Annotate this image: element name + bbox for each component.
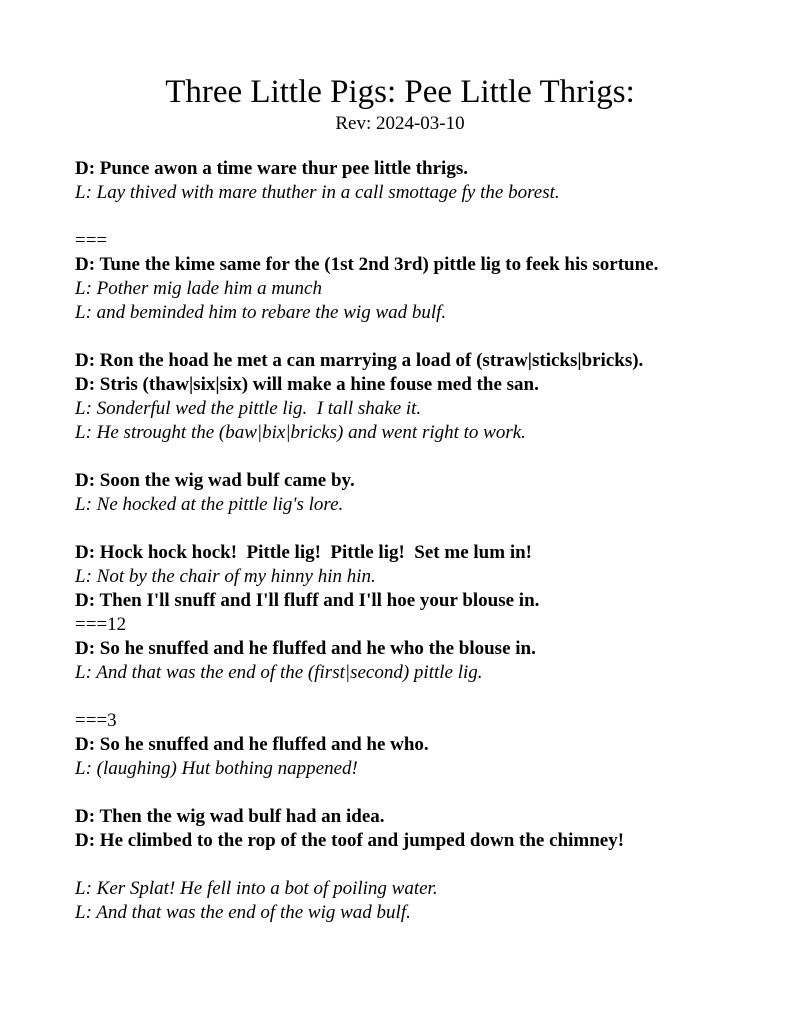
- dialogue-line-l: L: and beminded him to rebare the wig wad bulf.: [75, 302, 447, 323]
- blank-line: [75, 205, 775, 229]
- document-title: Three Little Pigs: Pee Little Thrigs:: [165, 74, 635, 110]
- dialogue-line-d: D: Stris (thaw|six|six) will make a hine fouse med the san.: [75, 374, 539, 395]
- section-separator: ===: [75, 230, 108, 251]
- dialogue-line-d: D: He climbed to the rop of the toof and jumped down the chimney!: [75, 830, 625, 851]
- blank-line: [75, 445, 775, 469]
- dialogue-line-l: L: Pother mig lade him a munch: [75, 278, 322, 299]
- section-separator: ===3: [75, 710, 117, 731]
- dialogue-line-d: D: So he snuffed and he fluffed and he who.: [75, 734, 429, 755]
- dialogue-line-l: L: Sonderful wed the pittle lig. I tall shake it.: [75, 398, 422, 419]
- dialogue-line-l: L: Lay thived with mare thuther in a call smottage fy the borest.: [75, 182, 560, 203]
- blank-line: [75, 853, 775, 877]
- dialogue-line-l: L: He strought the (baw|bix|bricks) and went right to work.: [75, 422, 526, 443]
- dialogue-line-l: L: And that was the end of the (first|second) pittle lig.: [75, 662, 483, 683]
- blank-line: [75, 517, 775, 541]
- dialogue-line-d: D: Then the wig wad bulf had an idea.: [75, 806, 385, 827]
- blank-line: [75, 325, 775, 349]
- dialogue-line-d: D: Hock hock hock! Pittle lig! Pittle lig! Set me lum in!: [75, 542, 532, 563]
- dialogue-line-d: D: So he snuffed and he fluffed and he who the blouse in.: [75, 638, 536, 659]
- blank-line: [75, 685, 775, 709]
- script-body: [75, 157, 775, 925]
- dialogue-line-d: D: Ron the hoad he met a can marrying a load of (straw|sticks|bricks).: [75, 350, 644, 371]
- dialogue-line-l: L: Ne hocked at the pittle lig's lore.: [75, 494, 344, 515]
- dialogue-line-d: D: Then I'll snuff and I'll fluff and I'll hoe your blouse in.: [75, 590, 540, 611]
- dialogue-line-d: D: Tune the kime same for the (1st 2nd 3rd) pittle lig to feek his sortune.: [75, 254, 659, 275]
- dialogue-line-l: L: Ker Splat! He fell into a bot of poiling water.: [75, 878, 438, 899]
- dialogue-line-l: L: (laughing) Hut bothing nappened!: [75, 758, 358, 779]
- dialogue-line-l: L: And that was the end of the wig wad bulf.: [75, 902, 411, 923]
- section-separator: ===12: [75, 614, 127, 635]
- blank-line: [75, 781, 775, 805]
- revision-date: Rev: 2024-03-10: [335, 113, 465, 134]
- dialogue-line-l: L: Not by the chair of my hinny hin hin.: [75, 566, 376, 587]
- dialogue-line-d: D: Soon the wig wad bulf came by.: [75, 470, 355, 491]
- dialogue-line-d: D: Punce awon a time ware thur pee little thrigs.: [75, 158, 468, 179]
